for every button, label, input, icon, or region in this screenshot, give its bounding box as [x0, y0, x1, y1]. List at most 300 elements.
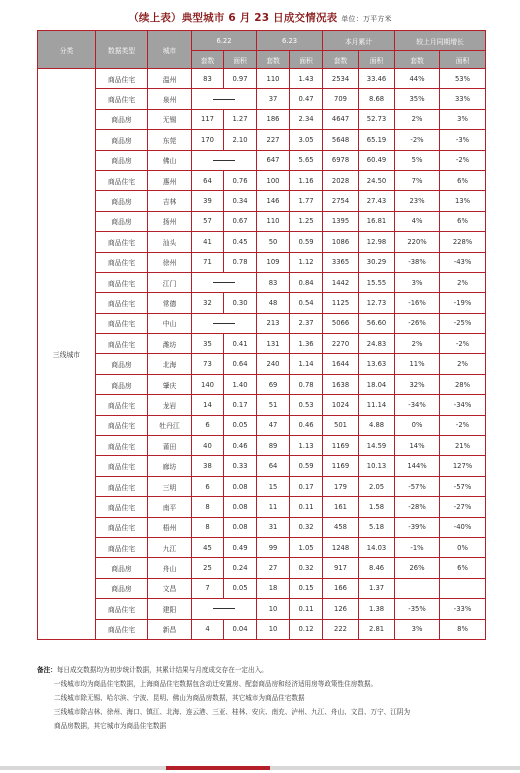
value-cell: 1248	[323, 537, 359, 557]
value-cell: 222	[323, 619, 359, 639]
value-cell: 0.59	[290, 456, 323, 476]
header-sets: 套数	[192, 51, 224, 69]
value-cell: -16%	[395, 293, 440, 313]
value-cell: 1024	[323, 395, 359, 415]
value-cell: -3%	[440, 130, 486, 150]
table-row	[38, 497, 486, 517]
value-cell: 1.14	[290, 354, 323, 374]
header-area: 面积	[440, 51, 486, 69]
value-cell: 227	[257, 130, 290, 150]
value-cell: -27%	[440, 497, 486, 517]
city-cell: 建阳	[148, 599, 192, 619]
header-area: 面积	[224, 51, 257, 69]
value-cell: 6%	[440, 211, 486, 231]
value-cell: 47	[257, 415, 290, 435]
value-cell: 1.43	[290, 69, 323, 89]
table-row	[38, 150, 486, 170]
value-cell: 126	[323, 599, 359, 619]
value-cell: 6	[192, 476, 224, 496]
value-cell: 0.17	[290, 476, 323, 496]
value-cell: 1442	[323, 272, 359, 292]
value-cell: 144%	[395, 456, 440, 476]
table-row	[38, 354, 486, 374]
value-cell: 52.73	[359, 109, 395, 129]
value-cell: 8%	[440, 619, 486, 639]
value-cell: 0.08	[224, 497, 257, 517]
header-category: 分类	[38, 31, 96, 69]
table-row	[38, 191, 486, 211]
table-row	[38, 436, 486, 456]
value-cell: 1.37	[359, 578, 395, 598]
value-cell: 13.63	[359, 354, 395, 374]
empty-622-cell	[192, 313, 257, 333]
value-cell: 83	[257, 272, 290, 292]
city-cell: 潍坊	[148, 334, 192, 354]
city-cell: 北海	[148, 354, 192, 374]
value-cell: 10	[257, 599, 290, 619]
value-cell: 44%	[395, 69, 440, 89]
value-cell: 6%	[440, 170, 486, 190]
city-cell: 牡丹江	[148, 415, 192, 435]
header-area: 面积	[290, 51, 323, 69]
value-cell: 13%	[440, 191, 486, 211]
value-cell: 0.46	[224, 436, 257, 456]
value-cell: 21%	[440, 436, 486, 456]
table-row	[38, 578, 486, 598]
table-row	[38, 109, 486, 129]
title-text: （续上表）典型城市 6 月 23 日成交情况表	[128, 12, 338, 24]
type-cell: 商品住宅	[96, 232, 148, 252]
type-cell: 商品房	[96, 191, 148, 211]
value-cell: -2%	[440, 334, 486, 354]
value-cell: 0.53	[290, 395, 323, 415]
value-cell: 5066	[323, 313, 359, 333]
city-cell: 江门	[148, 272, 192, 292]
table-row	[38, 558, 486, 578]
value-cell: -26%	[395, 313, 440, 333]
value-cell: 0.54	[290, 293, 323, 313]
city-cell: 汕头	[148, 232, 192, 252]
value-cell: -2%	[440, 150, 486, 170]
value-cell: 0.04	[224, 619, 257, 639]
type-cell: 商品住宅	[96, 517, 148, 537]
note-line: 一线城市均为商品住宅数据，上海商品住宅数据包含动迁安置房、配套商品房和经济适用房等政策性住房数据。	[54, 680, 378, 688]
note-line: 商品房数据，其它城市为商品住宅数据	[54, 722, 167, 730]
value-cell: 14	[192, 395, 224, 415]
value-cell: 12.98	[359, 232, 395, 252]
value-cell: 4%	[395, 211, 440, 231]
header-month-total: 本月累计	[323, 31, 395, 51]
value-cell: 8	[192, 497, 224, 517]
empty-622-cell	[192, 89, 257, 109]
value-cell: 170	[192, 130, 224, 150]
value-cell: 18.04	[359, 374, 395, 394]
value-cell: 0.24	[224, 558, 257, 578]
city-cell: 常德	[148, 293, 192, 313]
value-cell: 4.88	[359, 415, 395, 435]
value-cell: 11.14	[359, 395, 395, 415]
type-cell: 商品住宅	[96, 415, 148, 435]
type-cell: 商品住宅	[96, 497, 148, 517]
city-cell: 中山	[148, 313, 192, 333]
header-type: 数据类型	[96, 31, 148, 69]
table-row	[38, 272, 486, 292]
city-cell: 肇庆	[148, 374, 192, 394]
value-cell: 32	[192, 293, 224, 313]
value-cell: 0.30	[224, 293, 257, 313]
value-cell: 33.46	[359, 69, 395, 89]
value-cell	[395, 578, 440, 598]
value-cell: 10	[257, 619, 290, 639]
value-cell: 0.41	[224, 334, 257, 354]
value-cell: 3%	[395, 619, 440, 639]
city-cell: 九江	[148, 537, 192, 557]
type-cell: 商品住宅	[96, 69, 148, 89]
table-row	[38, 619, 486, 639]
value-cell: 64	[192, 170, 224, 190]
city-cell: 吉林	[148, 191, 192, 211]
table-row	[38, 415, 486, 435]
value-cell: 5648	[323, 130, 359, 150]
note-line: 三线城市除吉林、徐州、海口、镇江、北海、连云港、三亚、桂林、安庆、南充、泸州、九江、舟山、文昌、万宁、江阴为	[54, 708, 411, 716]
header-growth: 较上月同期增长	[395, 31, 486, 51]
value-cell: 16.81	[359, 211, 395, 231]
city-cell: 泉州	[148, 89, 192, 109]
value-cell: -39%	[395, 517, 440, 537]
value-cell: 32%	[395, 374, 440, 394]
value-cell: 117	[192, 109, 224, 129]
value-cell: 2.81	[359, 619, 395, 639]
value-cell: 6978	[323, 150, 359, 170]
value-cell: 57	[192, 211, 224, 231]
city-cell: 扬州	[148, 211, 192, 231]
header-623: 6.23	[257, 31, 323, 51]
type-cell: 商品住宅	[96, 252, 148, 272]
unit-label: 单位：万平方米	[341, 15, 392, 23]
value-cell: 110	[257, 211, 290, 231]
type-cell: 商品住宅	[96, 334, 148, 354]
value-cell: 2028	[323, 170, 359, 190]
value-cell: 2%	[395, 334, 440, 354]
value-cell: -25%	[440, 313, 486, 333]
value-cell: 89	[257, 436, 290, 456]
value-cell: 0.05	[224, 578, 257, 598]
value-cell: 1.25	[290, 211, 323, 231]
value-cell: 127%	[440, 456, 486, 476]
empty-622-cell	[192, 272, 257, 292]
table-title	[0, 10, 520, 25]
value-cell: -57%	[440, 476, 486, 496]
table-row	[38, 537, 486, 557]
value-cell: 110	[257, 69, 290, 89]
city-cell: 新昌	[148, 619, 192, 639]
value-cell: 1169	[323, 436, 359, 456]
city-cell: 温州	[148, 69, 192, 89]
value-cell: 64	[257, 456, 290, 476]
value-cell: 1.77	[290, 191, 323, 211]
value-cell: -43%	[440, 252, 486, 272]
value-cell: 2270	[323, 334, 359, 354]
value-cell: 186	[257, 109, 290, 129]
note-line: 每日成交数据均为初步统计数据，其累计结果与月度成交存在一定出入。	[56, 666, 268, 674]
value-cell: 3.05	[290, 130, 323, 150]
header-sets: 套数	[257, 51, 290, 69]
value-cell: 31	[257, 517, 290, 537]
table-row	[38, 69, 486, 89]
value-cell: 0.84	[290, 272, 323, 292]
value-cell: 71	[192, 252, 224, 272]
value-cell: 1.40	[224, 374, 257, 394]
value-cell: 1.27	[224, 109, 257, 129]
type-cell: 商品房	[96, 109, 148, 129]
value-cell: 0.17	[224, 395, 257, 415]
city-cell: 东莞	[148, 130, 192, 150]
value-cell: 240	[257, 354, 290, 374]
header-area: 面积	[359, 51, 395, 69]
value-cell: 33%	[440, 89, 486, 109]
value-cell: 41	[192, 232, 224, 252]
value-cell: 24.50	[359, 170, 395, 190]
value-cell: 4	[192, 619, 224, 639]
value-cell: 131	[257, 334, 290, 354]
value-cell: 60.49	[359, 150, 395, 170]
value-cell: 5%	[395, 150, 440, 170]
value-cell: 0.08	[224, 517, 257, 537]
value-cell: 1.36	[290, 334, 323, 354]
value-cell: 30.29	[359, 252, 395, 272]
value-cell: 35	[192, 334, 224, 354]
value-cell: 51	[257, 395, 290, 415]
header-row-1	[38, 31, 486, 51]
value-cell: 0.46	[290, 415, 323, 435]
type-cell: 商品住宅	[96, 293, 148, 313]
value-cell: 2.10	[224, 130, 257, 150]
value-cell: 0.34	[224, 191, 257, 211]
value-cell: 0.32	[290, 517, 323, 537]
value-cell: 0.78	[224, 252, 257, 272]
table-row	[38, 476, 486, 496]
value-cell: 228%	[440, 232, 486, 252]
value-cell: 1169	[323, 456, 359, 476]
dash-mark	[213, 160, 235, 161]
value-cell: 3365	[323, 252, 359, 272]
type-cell: 商品房	[96, 374, 148, 394]
city-cell: 佛山	[148, 150, 192, 170]
city-cell: 莆田	[148, 436, 192, 456]
value-cell: -57%	[395, 476, 440, 496]
dash-mark	[213, 608, 235, 609]
value-cell: 179	[323, 476, 359, 496]
value-cell: -2%	[395, 130, 440, 150]
value-cell: 2%	[395, 109, 440, 129]
value-cell: 501	[323, 415, 359, 435]
table-row	[38, 456, 486, 476]
table-row	[38, 170, 486, 190]
value-cell: 99	[257, 537, 290, 557]
value-cell: -33%	[440, 599, 486, 619]
value-cell: 1086	[323, 232, 359, 252]
value-cell: 56.60	[359, 313, 395, 333]
value-cell: -34%	[440, 395, 486, 415]
notes-label: 备注：	[37, 666, 57, 674]
type-cell: 商品住宅	[96, 456, 148, 476]
table-row	[38, 374, 486, 394]
value-cell: 140	[192, 374, 224, 394]
value-cell: 213	[257, 313, 290, 333]
value-cell: 6%	[440, 558, 486, 578]
value-cell: 7%	[395, 170, 440, 190]
value-cell: 1.38	[359, 599, 395, 619]
value-cell: 458	[323, 517, 359, 537]
value-cell: 1395	[323, 211, 359, 231]
value-cell: 3%	[395, 272, 440, 292]
value-cell: 38	[192, 456, 224, 476]
table-row	[38, 599, 486, 619]
value-cell: 2.37	[290, 313, 323, 333]
type-cell: 商品房	[96, 130, 148, 150]
footer-accent	[166, 766, 270, 770]
city-cell: 梧州	[148, 517, 192, 537]
value-cell: -28%	[395, 497, 440, 517]
value-cell: 0.64	[224, 354, 257, 374]
value-cell: 24.83	[359, 334, 395, 354]
value-cell: 1644	[323, 354, 359, 374]
type-cell: 商品住宅	[96, 599, 148, 619]
value-cell: 2.34	[290, 109, 323, 129]
value-cell: 0.11	[290, 599, 323, 619]
value-cell: 10.13	[359, 456, 395, 476]
value-cell: 2%	[440, 354, 486, 374]
value-cell: 15	[257, 476, 290, 496]
value-cell: 18	[257, 578, 290, 598]
value-cell: 0.78	[290, 374, 323, 394]
value-cell: 5.18	[359, 517, 395, 537]
value-cell: 917	[323, 558, 359, 578]
value-cell: 14%	[395, 436, 440, 456]
value-cell: 69	[257, 374, 290, 394]
value-cell: 0.33	[224, 456, 257, 476]
value-cell: 65.19	[359, 130, 395, 150]
value-cell: 0.59	[290, 232, 323, 252]
value-cell: 220%	[395, 232, 440, 252]
value-cell: 2534	[323, 69, 359, 89]
value-cell: 1638	[323, 374, 359, 394]
value-cell: -35%	[395, 599, 440, 619]
value-cell: 1.16	[290, 170, 323, 190]
type-cell: 商品房	[96, 354, 148, 374]
value-cell: 0.97	[224, 69, 257, 89]
value-cell: -2%	[440, 415, 486, 435]
value-cell: 0.76	[224, 170, 257, 190]
value-cell: 7	[192, 578, 224, 598]
transaction-table	[37, 30, 486, 640]
header-city: 城市	[148, 31, 192, 69]
notes	[37, 663, 497, 733]
city-cell: 徐州	[148, 252, 192, 272]
value-cell: 100	[257, 170, 290, 190]
type-cell: 商品住宅	[96, 476, 148, 496]
table-row	[38, 232, 486, 252]
value-cell: 45	[192, 537, 224, 557]
value-cell: 50	[257, 232, 290, 252]
table-row	[38, 252, 486, 272]
value-cell: 0.12	[290, 619, 323, 639]
value-cell: 25	[192, 558, 224, 578]
empty-622-cell	[192, 150, 257, 170]
value-cell: 8.46	[359, 558, 395, 578]
city-cell: 三明	[148, 476, 192, 496]
value-cell: 28%	[440, 374, 486, 394]
city-cell: 惠州	[148, 170, 192, 190]
dash-mark	[213, 99, 235, 100]
category-cell: 三线城市	[38, 69, 96, 640]
value-cell: 0%	[440, 537, 486, 557]
city-cell: 龙岩	[148, 395, 192, 415]
header-sets: 套数	[395, 51, 440, 69]
table-row	[38, 313, 486, 333]
value-cell: 1125	[323, 293, 359, 313]
value-cell: 6	[192, 415, 224, 435]
value-cell: 0.49	[224, 537, 257, 557]
table-row	[38, 293, 486, 313]
dash-mark	[213, 282, 235, 283]
type-cell: 商品住宅	[96, 272, 148, 292]
value-cell: 35%	[395, 89, 440, 109]
table-row	[38, 334, 486, 354]
value-cell: 53%	[440, 69, 486, 89]
value-cell: 1.13	[290, 436, 323, 456]
type-cell: 商品房	[96, 558, 148, 578]
value-cell: -34%	[395, 395, 440, 415]
value-cell: 26%	[395, 558, 440, 578]
value-cell: 109	[257, 252, 290, 272]
header-622: 6.22	[192, 31, 257, 51]
table-row	[38, 395, 486, 415]
dash-mark	[213, 323, 235, 324]
city-cell: 文昌	[148, 578, 192, 598]
type-cell: 商品住宅	[96, 619, 148, 639]
value-cell: 14.59	[359, 436, 395, 456]
type-cell: 商品房	[96, 211, 148, 231]
value-cell: 1.05	[290, 537, 323, 557]
value-cell: 0.32	[290, 558, 323, 578]
value-cell: 8	[192, 517, 224, 537]
value-cell: 48	[257, 293, 290, 313]
table-row	[38, 517, 486, 537]
value-cell: 1.58	[359, 497, 395, 517]
value-cell: 166	[323, 578, 359, 598]
value-cell: 709	[323, 89, 359, 109]
type-cell: 商品房	[96, 150, 148, 170]
type-cell: 商品住宅	[96, 170, 148, 190]
value-cell: 3%	[440, 109, 486, 129]
value-cell: 0.47	[290, 89, 323, 109]
value-cell: -19%	[440, 293, 486, 313]
type-cell: 商品住宅	[96, 395, 148, 415]
value-cell: 0.67	[224, 211, 257, 231]
value-cell: 37	[257, 89, 290, 109]
type-cell: 商品住宅	[96, 89, 148, 109]
city-cell: 无锡	[148, 109, 192, 129]
value-cell: 27.43	[359, 191, 395, 211]
value-cell: 8.68	[359, 89, 395, 109]
value-cell: 73	[192, 354, 224, 374]
note-line: 二线城市除无锡、哈尔滨、宁波、昆明、佛山为商品房数据，其它城市为商品住宅数据	[54, 694, 305, 702]
value-cell: 83	[192, 69, 224, 89]
value-cell: 40	[192, 436, 224, 456]
value-cell: 161	[323, 497, 359, 517]
table-row	[38, 211, 486, 231]
